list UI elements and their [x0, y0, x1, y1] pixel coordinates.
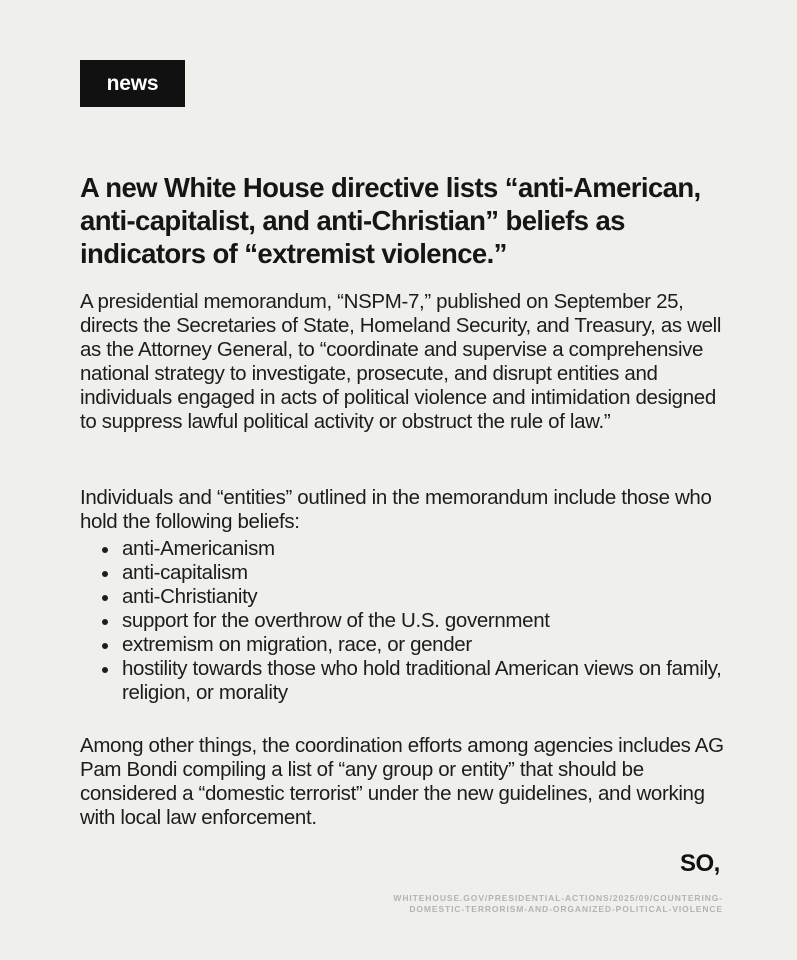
bullet-icon: [102, 547, 108, 553]
list-item: [80, 609, 730, 633]
belief-text: extremism on migration, race, or gender: [122, 633, 472, 656]
list-item: [80, 585, 730, 609]
beliefs-list: [80, 537, 730, 705]
belief-text: support for the overthrow of the U.S. government: [122, 609, 550, 632]
bullet-icon: [102, 643, 108, 649]
belief-text: anti-Christianity: [122, 585, 258, 608]
bullet-icon: [102, 619, 108, 625]
belief-text: anti-Americanism: [122, 537, 275, 560]
paragraph-coordination: Among other things, the coordination efforts among agencies includes AG Pam Bondi compiling a list of “any group or entity” that should be considered a “domestic terrorist” under the new guidelines, and working with local law enforcement.: [80, 734, 724, 829]
list-item: [80, 561, 730, 585]
bullet-icon: [102, 667, 108, 673]
belief-text: anti-capitalism: [122, 561, 248, 584]
source-line: WHITEHOUSE.GOV/PRESIDENTIAL-ACTIONS/2025/09/COUNTERING-: [393, 893, 723, 903]
so-logo: SO,: [680, 850, 720, 877]
headline: A new White House directive lists “anti-American, anti-capitalist, and anti-Christian” beliefs as indicators of “extremist violence.”: [80, 172, 701, 269]
list-item: [80, 633, 730, 657]
belief-text: hostility towards those who hold traditional American views on family, religion, or morality: [122, 657, 722, 704]
list-item: [80, 657, 730, 705]
paragraph-beliefs-intro: Individuals and “entities” outlined in the memorandum include those who hold the following beliefs:: [80, 486, 712, 533]
news-tag: news: [80, 60, 185, 107]
paragraph-memorandum: A presidential memorandum, “NSPM-7,” published on September 25, directs the Secretaries of State, Homeland Security, and Treasury, as well as the Attorney General, to “coordinate and supervise a comprehensive national strategy to investigate, prosecute, and disrupt entities and individuals engaged in acts of political violence and intimidation designed to suppress lawful political activity or obstruct the rule of law.”: [80, 290, 722, 433]
source-url: [303, 893, 723, 915]
source-line: DOMESTIC-TERRORISM-AND-ORGANIZED-POLITICAL-VIOLENCE: [409, 904, 723, 914]
bullet-icon: [102, 595, 108, 601]
list-item: [80, 537, 730, 561]
bullet-icon: [102, 571, 108, 577]
